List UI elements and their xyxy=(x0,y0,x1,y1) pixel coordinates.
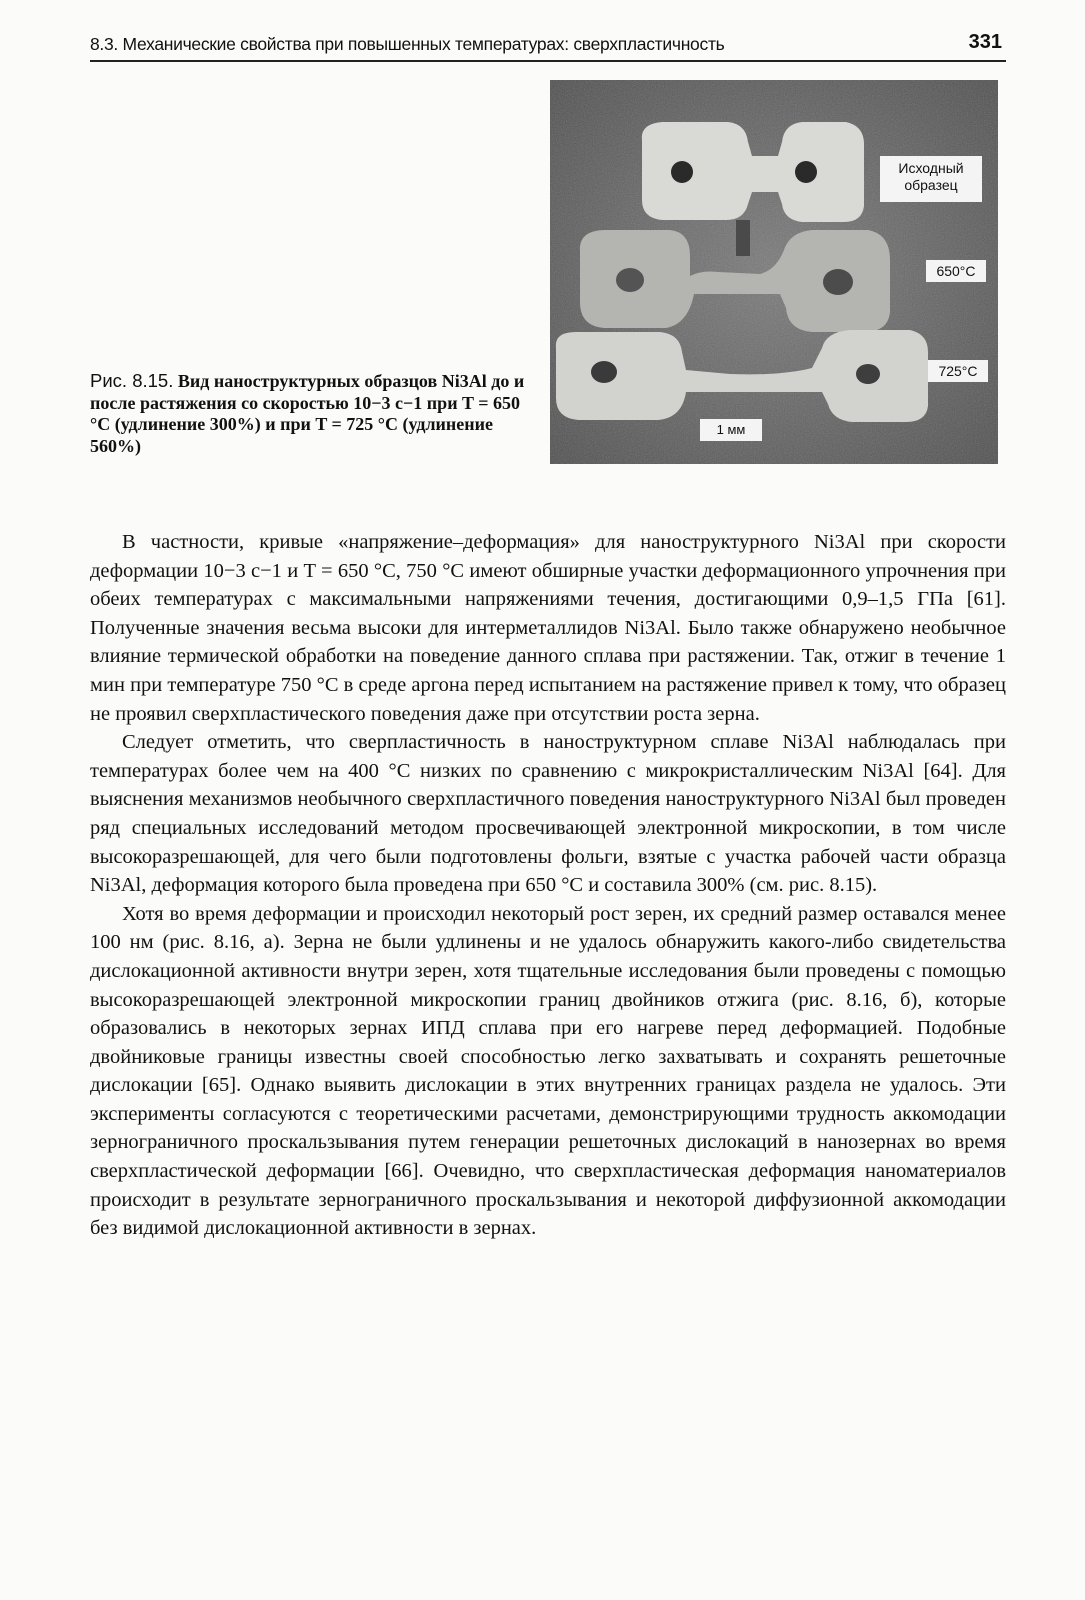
caption-label: Рис. 8.15. xyxy=(90,370,174,391)
body-text xyxy=(90,528,1006,1243)
label-original-specimen: Исходный образец xyxy=(880,156,982,202)
paragraph: Следует отметить, что сверпластичность в наноструктурном сплаве Ni3Al наблюдалась при температурах более чем на 400 °C низких по сравнению с микрокристаллическим Ni3Al [64]. Для выяснения механизмов необычного сверхпластичного поведения наноструктурного Ni3Al был проведен ряд специальных исследований методом просвечивающей электронной микроскопии, в том числе высокоразрешающей, для чего были подготовлены фольги, взятые с участка рабочей части образца Ni3Al, деформация которого была проведена при 650 °C и составила 300% (см. рис. 8.15). xyxy=(90,731,1006,897)
label-725c: 725°C xyxy=(928,360,988,382)
header-title: 8.3. Механические свойства при повышенных температурах: сверхпластичность xyxy=(90,34,725,54)
figure-photo xyxy=(550,80,998,464)
paragraph: В частности, кривые «напряжение–деформация» для наноструктурного Ni3Al при скорости деформации 10−3 с−1 и T = 650 °C, 750 °C имеют обширные участки деформационного упрочнения при обеих температурах с максимальными напряжениями течения, достигающими 0,9–1,5 ГПа [61]. Полученные значения весьма высоки для интерметаллидов Ni3Al. Было также обнаружено необычное влияние термической обработки на поведение данного сплава при растяжении. Так, отжиг в течение 1 мин при температуре 750 °C в среде аргона перед испытанием на растяжение привел к тому, что образец не проявил сверхпластического поведения даже при отсутствии роста зерна. xyxy=(90,531,1006,725)
paragraph: Хотя во время деформации и происходил некоторый рост зерен, их средний размер оставался менее 100 нм (рис. 8.16, а). Зерна не были удлинены и не удалось обнаружить какого-либо свидетельства дислокационной активности внутри зерен, хотя тщательные исследования были проведены с помощью высокоразрешающей электронной микроскопии границ двойников отжига (рис. 8.16, б), которые образовались в некоторых зернах ИПД сплава при его нагреве перед деформацией. Подобные двойниковые границы известны своей способностью легко захватывать и сохранять решеточные дислокации [65]. Однако выявить дислокации в этих внутренних границах раздела не удалось. Эти эксперименты согласуются с теоретическими расчетами, демонстрирующими трудность аккомодации зернограничного проскальзывания путем генерации решеточных дислокаций в нанозернах во время сверхпластической деформации [66]. Очевидно, что сверхпластическая деформация наноматериалов происходит в результате зернограничного проскальзывания и некоторой диффузионной аккомодации без видимой дислокационной активности в зернах. xyxy=(90,902,1006,1240)
scale-bar-label: 1 мм xyxy=(700,419,762,441)
page-number: 331 xyxy=(968,31,1002,53)
caption-text: Вид наноструктурных образцов Ni3Al до и после растяжения со скоростью 10−3 с−1 при T = 650 °C (удлинение 300%) и при T = 725 °C (удлинение 560%) xyxy=(90,371,525,456)
running-header xyxy=(90,30,1006,62)
label-650c: 650°C xyxy=(926,260,986,282)
figure-caption xyxy=(90,370,530,457)
